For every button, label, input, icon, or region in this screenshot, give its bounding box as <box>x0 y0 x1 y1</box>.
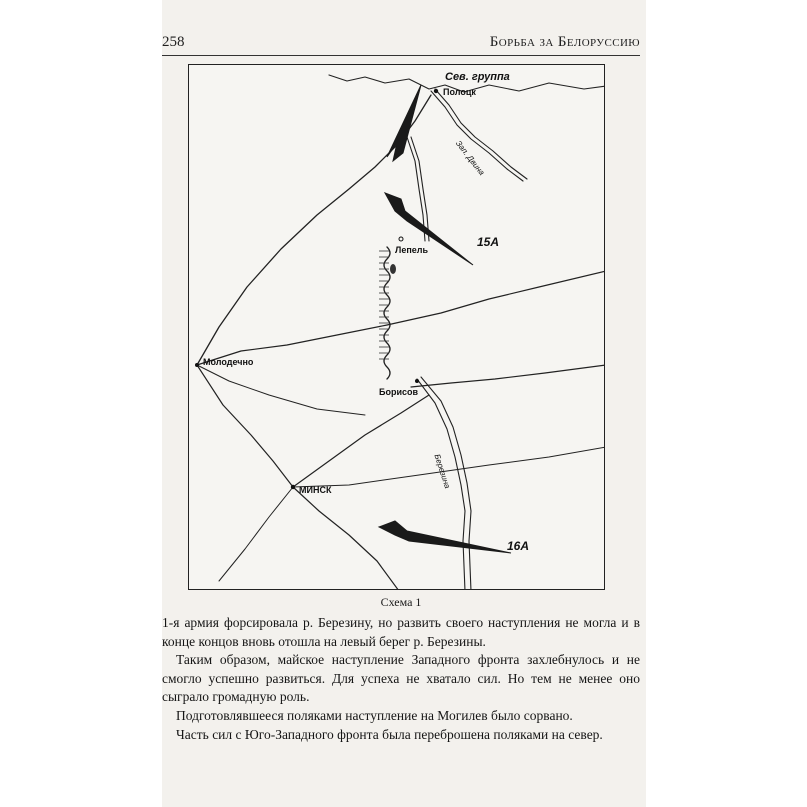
label-16-army: 16А <box>507 539 530 553</box>
label-polotsk: Полоцк <box>443 87 476 97</box>
map-caption: Схема 1 <box>380 595 422 609</box>
label-dvina: Зап. Двина <box>453 139 487 178</box>
map-drawing <box>189 65 605 590</box>
label-lepel: Лепель <box>395 245 429 255</box>
railway-minsk-south <box>293 487 399 590</box>
body-text <box>162 614 640 744</box>
railway-minsk-borisov <box>293 395 429 487</box>
paragraph: 1-я армия форсировала р. Березину, но развить своего наступления не могла и в конце концов вновь отошла на левый берег р. Березины. <box>162 615 640 649</box>
paragraph: Подготовлявшееся поляками наступление на Могилев было сорвано. <box>176 707 573 723</box>
railway-molodechno-east <box>197 271 605 365</box>
railway-molodechno-minsk <box>197 365 293 487</box>
railway-polotsk-molodechno <box>197 95 431 365</box>
road-minsk-southwest <box>219 487 293 581</box>
arrow-16-army <box>379 521 511 553</box>
label-molodechno: Молодечно <box>203 357 254 367</box>
town-marker-borisov <box>415 379 419 383</box>
paragraph: Часть сил с Юго-Западного фронта была переброшена поляками на север. <box>176 726 603 742</box>
road-molodechno-center <box>197 365 365 415</box>
label-north-group: Сев. группа <box>445 71 510 83</box>
arrow-north-group <box>387 85 421 161</box>
lake-marker <box>390 264 396 274</box>
book-title: Борьба за Белоруссию <box>489 34 640 50</box>
map-scheme-1 <box>188 64 605 590</box>
label-borisov: Борисов <box>379 387 419 397</box>
railway-borisov-east <box>411 365 605 387</box>
town-marker-polotsk <box>434 89 438 93</box>
town-marker-lepel <box>399 237 403 241</box>
header-rule <box>162 55 640 56</box>
running-head <box>162 34 640 52</box>
label-15-army: 15А <box>477 235 500 249</box>
town-marker-molodechno <box>195 363 199 367</box>
paragraph: Таким образом, майское наступление Западного фронта захлебнулось и не смогло успешно развиться. Для успеха не хватало сил. Но тем не менее оно сыграло громадную роль. <box>162 652 640 705</box>
page-number: 258 <box>162 34 185 50</box>
label-minsk: МИНСК <box>299 485 332 495</box>
label-berezina: Березина <box>432 453 452 490</box>
town-marker-minsk <box>291 485 295 489</box>
